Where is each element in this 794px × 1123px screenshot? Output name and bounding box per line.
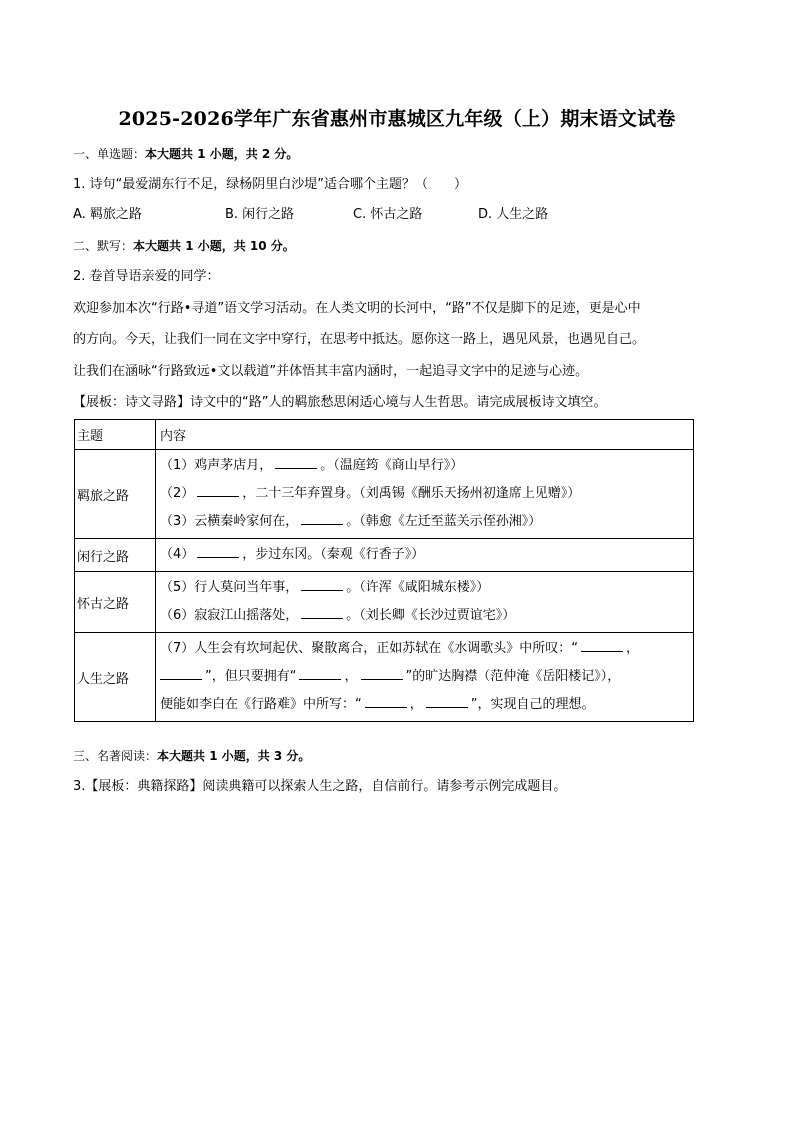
board-instruction: 【展板：诗文寻路】诗文中的“路”人的羁旅愁思闲适心境与人生哲思。请完成展板诗文填空。	[73, 395, 607, 410]
question-2-intro: 2. 卷首导语亲爱的同学：	[73, 269, 220, 284]
section-3-prefix: 三、名著阅读：	[73, 749, 158, 763]
section-2-info: 本大题共 1 小题，共 10 分。	[133, 239, 295, 253]
table-row	[75, 633, 694, 722]
table-header-row	[75, 420, 694, 450]
fill-line: ”，但只要拥有“ ， ”的旷达胸襟（范仲淹《岳阳楼记》），	[160, 663, 689, 691]
section-2-prefix: 二、默写：	[73, 239, 134, 253]
fill-line: （6）寂寂江山摇落处， 。（刘长卿《长沙过贾谊宅》）	[160, 608, 516, 623]
answer-blank[interactable]	[299, 667, 341, 680]
answer-blank[interactable]	[301, 512, 343, 525]
header-theme: 主题	[75, 420, 156, 450]
answer-blank[interactable]	[365, 695, 407, 708]
section-1-heading	[73, 145, 298, 163]
fill-line: （5）行人莫问当年事， 。（许浑《咸阳城东楼》）	[160, 580, 490, 595]
answer-blank[interactable]	[361, 667, 403, 680]
header-content: 内容	[156, 420, 694, 450]
option-d: D. 人生之路	[478, 207, 549, 222]
fill-line: （1）鸡声茅店月， 。（温庭筠《商山早行》）	[160, 458, 464, 473]
option-c: C. 怀古之路	[353, 207, 423, 222]
answer-blank[interactable]	[301, 606, 343, 619]
question-1-stem: 1. 诗句“最爱湖东行不足，绿杨阴里白沙堤”适合哪个主题？（ ）	[73, 177, 468, 192]
page-title: 2025-2026学年广东省惠州市惠城区九年级（上）期末语文试卷	[118, 108, 676, 130]
theme-cell: 怀古之路	[75, 572, 156, 633]
intro-paragraph-line-1: 欢迎参加本次“行路•寻道”语文学习活动。在人类文明的长河中，“路”不仅是脚下的足迹，更是心中	[73, 301, 641, 316]
answer-blank[interactable]	[197, 484, 239, 497]
question-3-text: 3.【展板：典籍探路】阅读典籍可以探索人生之路，自信前行。请参考示例完成题目。	[73, 779, 567, 794]
table-row	[75, 572, 694, 633]
option-a: A. 羁旅之路	[73, 207, 142, 222]
theme-cell: 闲行之路	[75, 539, 156, 572]
table-row	[75, 539, 694, 572]
content-cell	[156, 572, 694, 633]
fill-line: （2） ，二十三年弃置身。（刘禹锡《酬乐天扬州初逢席上见赠》）	[160, 486, 581, 501]
option-b: B. 闲行之路	[225, 207, 295, 222]
answer-blank[interactable]	[160, 667, 202, 680]
intro-paragraph-line-3: 让我们在涵咏“行路致远•文以载道”并体悟其丰富内涵时，一起追寻文字中的足迹与心迹。	[73, 364, 589, 379]
theme-cell: 人生之路	[75, 633, 156, 722]
answer-blank[interactable]	[301, 578, 343, 591]
answer-blank[interactable]	[426, 695, 468, 708]
section-3-heading	[73, 747, 310, 765]
theme-cell: 羁旅之路	[75, 450, 156, 539]
fill-line: （3）云横秦岭家何在， 。（韩愈《左迁至蓝关示侄孙湘》）	[160, 514, 542, 529]
answer-blank[interactable]	[197, 545, 239, 558]
fill-line: 便能如李白在《行路难》中所写：“ ， ”，实现自己的理想。	[160, 697, 595, 712]
fill-line: （4） ，步过东冈。（秦观《行香子》）	[160, 547, 425, 562]
content-cell	[156, 539, 694, 572]
answer-blank[interactable]	[581, 639, 623, 652]
fill-line: （7）人生会有坎坷起伏、聚散离合，正如苏轼在《水调歌头》中所叹：“ ，	[160, 641, 640, 656]
fill-in-table	[74, 419, 694, 722]
table-row	[75, 450, 694, 539]
content-cell	[156, 450, 694, 539]
intro-paragraph-line-2: 的方向。今天，让我们一同在文字中穿行，在思考中抵达。愿你这一路上，遇见风景，也遇见自己。	[73, 332, 646, 347]
section-2-heading	[73, 237, 295, 255]
section-1-info: 本大题共 1 小题，共 2 分。	[145, 147, 299, 161]
content-cell	[156, 633, 694, 722]
section-1-prefix: 一、单选题：	[73, 147, 146, 161]
answer-blank[interactable]	[275, 456, 317, 469]
section-3-info: 本大题共 1 小题，共 3 分。	[157, 749, 311, 763]
